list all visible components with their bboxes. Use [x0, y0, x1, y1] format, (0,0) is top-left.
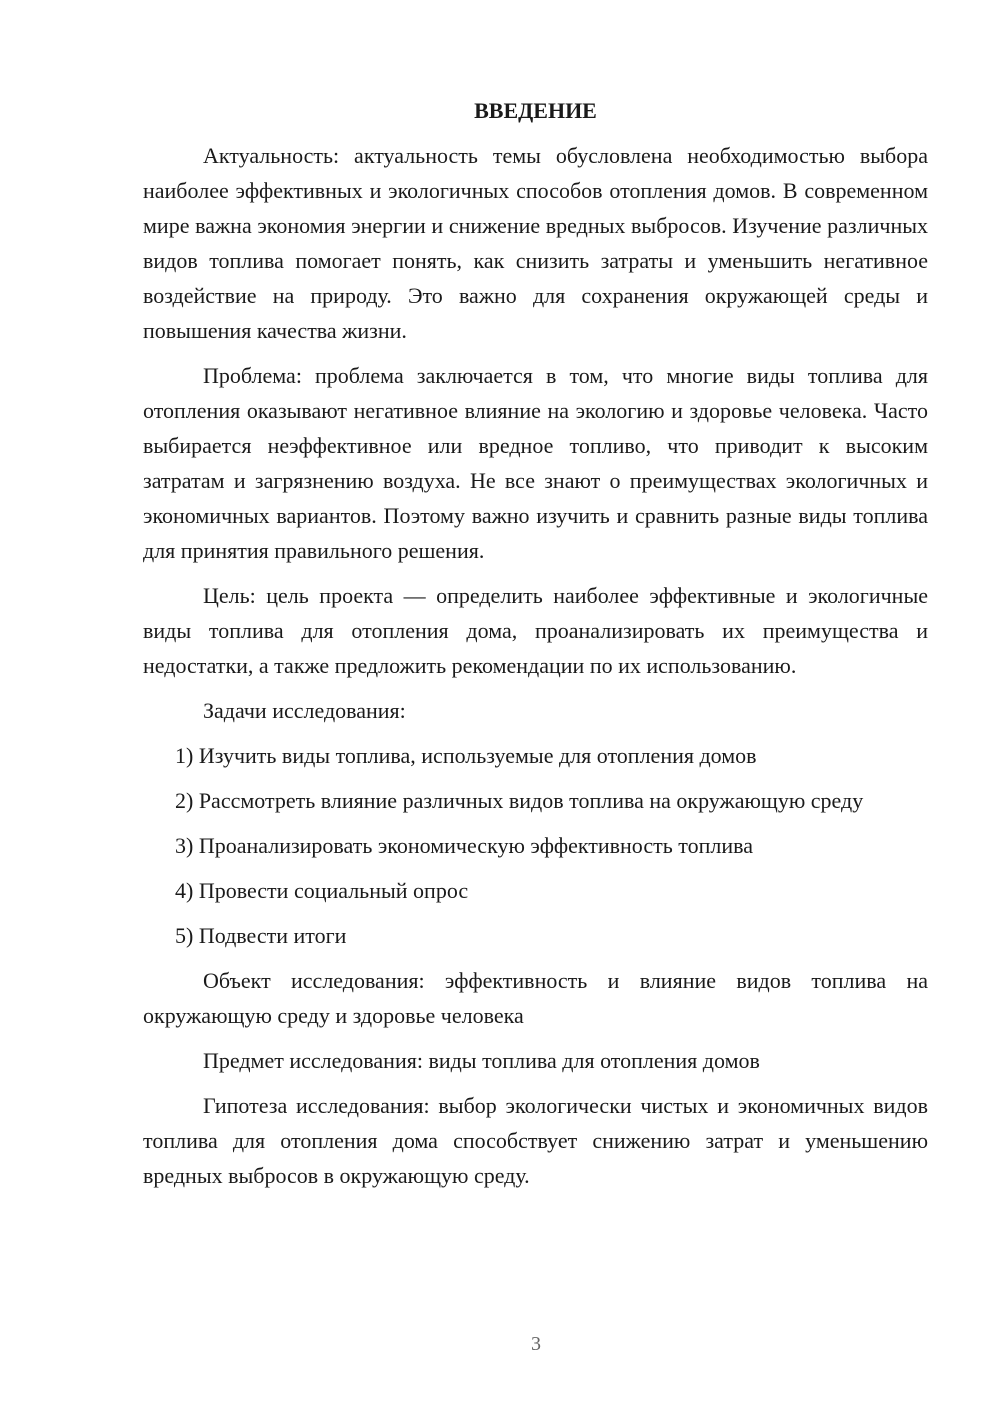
task-item-4: 4) Провести социальный опрос [175, 878, 469, 903]
page-title: ВВЕДЕНИЕ [474, 98, 597, 123]
hypothesis-paragraph: Гипотеза исследования: выбор экологически чистых и экономичных видов топлива для отопления дома способствует снижению затрат и уменьшению вредных выбросов в окружающую среду. [143, 1093, 928, 1188]
task-item-2: 2) Рассмотреть влияние различных видов топлива на окружающую среду [175, 788, 864, 813]
subject-paragraph: Предмет исследования: виды топлива для отопления домов [203, 1048, 760, 1073]
task-item-1: 1) Изучить виды топлива, используемые для отопления домов [175, 743, 757, 768]
problem-paragraph: Проблема: проблема заключается в том, что многие виды топлива для отопления оказывают негативное влияние на экологию и здоровье человека. Часто выбирается неэффективное или вредное топливо, что приводит к высоким затратам и загрязнению воздуха. Не все знают о преимуществах экологичных и экономичных вариантов. Поэтому важно изучить и сравнить разные виды топлива для принятия правильного решения. [143, 363, 928, 563]
object-paragraph: Объект исследования: эффективность и влияние видов топлива на окружающую среду и здоровье человека [143, 968, 928, 1028]
goal-paragraph: Цель: цель проекта — определить наиболее эффективные и экологичные виды топлива для отопления дома, проанализировать их преимущества и недостатки, а также предложить рекомендации по их использованию. [143, 583, 928, 678]
task-item-3: 3) Проанализировать экономическую эффективность топлива [175, 833, 753, 858]
relevance-paragraph: Актуальность: актуальность темы обусловлена необходимостью выбора наиболее эффективных и экологичных способов отопления домов. В современном мире важна экономия энергии и снижение вредных выбросов. Изучение различных видов топлива помогает понять, как снизить затраты и уменьшить негативное воздействие на природу. Это важно для сохранения окружающей среды и повышения качества жизни. [143, 143, 928, 343]
task-item-5: 5) Подвести итоги [175, 923, 347, 948]
page-number: 3 [531, 1333, 541, 1355]
page-content [143, 93, 928, 1203]
tasks-heading: Задачи исследования: [203, 698, 406, 723]
